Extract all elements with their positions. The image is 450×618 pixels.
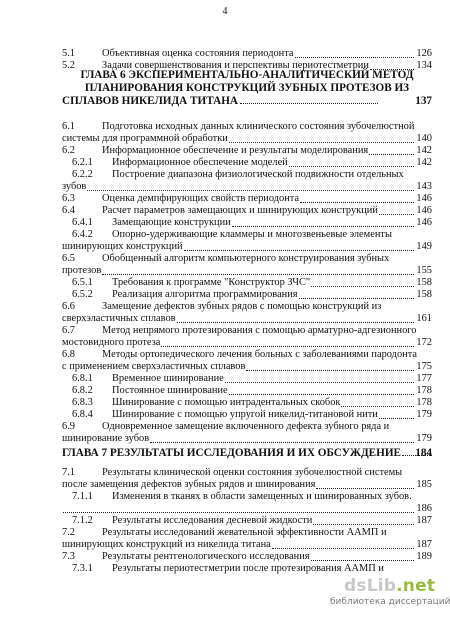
toc-entry-page: 158 [416,289,432,300]
toc-entry-title: Информационное обеспечение и результаты моделирования [102,145,369,156]
dot-leader [300,191,414,203]
toc-entry-title: Реализация алгоритма программирования [112,289,298,300]
toc-entry-number: 6.2 [62,145,75,156]
toc-entry-title-cont: шинирующих конструкций из никелида титана [62,539,271,550]
dot-leader [184,239,415,251]
toc-entry-number: 6.2.2 [72,169,93,180]
dot-leader [225,371,415,383]
toc-entry-title: Временное шинирование [112,373,224,384]
toc-entry-title: Расчет параметров замещающих и шинирующих конструкций [102,205,378,216]
toc-entry-title: Одновременное замещение включенного дефекта зубного ряда и [102,421,390,432]
toc-entry-title: Постоянное шинирование [112,385,228,396]
toc-entry-title-cont: шинирующих конструкций [62,241,183,252]
toc-entry-page: 140 [416,133,432,144]
toc-entry-page: 187 [416,515,432,526]
toc-entry-page: 146 [416,217,432,228]
dot-leader [316,477,414,489]
dot-leader [369,143,414,155]
toc-entry-page: 134 [416,60,432,71]
toc-entry-title: Шинирование с помощью интрадентальных скобок [112,397,341,408]
toc-entry-number: 6.8.2 [72,385,93,396]
dot-leader [289,155,415,167]
chapter-6-line-3: СПЛАВОВ НИКЕЛИДА ТИТАНА [62,95,238,107]
toc-entry-number: 6.8.4 [72,409,93,420]
toc-entry-page: 142 [416,157,432,168]
toc-entry-number: 6.7 [62,325,75,336]
toc-entry-page: 146 [416,193,432,204]
toc-entry-page: 185 [416,479,432,490]
toc-entry-title-cont: зубов [62,181,87,192]
toc-entry-title: Результаты периотестметрии после протезирования ААМП и [112,563,384,574]
toc-entry-title: Подготовка исходных данных клинического состояния зубочелюстной [102,121,415,132]
page-number: 4 [222,6,228,17]
toc-entry-page: 177 [416,373,432,384]
toc-entry-number: 6.8.3 [72,397,93,408]
dot-leader [295,46,415,58]
toc-entry-page: 175 [416,361,432,372]
toc-entry-title: Методы ортопедического лечения больных с заболеваниями пародонта [102,349,417,360]
chapter-7-heading [62,447,432,460]
dot-leader [63,501,414,513]
toc-entry-number: 6.3 [62,193,75,204]
toc-entry-title-cont: мостовидного протеза [62,337,161,348]
toc-entry-number: 6.4.2 [72,229,93,240]
toc-entry-number: 6.5.1 [72,277,93,288]
toc-entry-title: Замещение дефектов зубных рядов с помощью конструкций из [102,301,382,312]
toc-entry-title: Задачи совершенствования и перспективы периотестметрии [102,60,369,71]
toc-entry-page: 172 [416,337,432,348]
toc-entry-title-cont: шинирование зубов [62,433,150,444]
toc-entry-number: 6.9 [62,421,75,432]
dot-leader [246,359,414,371]
toc-entry-title: Построение диапазона физиологической подвижности отдельных [112,169,404,180]
dot-leader [102,263,414,275]
dot-leader [341,395,414,407]
toc-entry-title-cont: системы для программной обработки [62,133,228,144]
toc-entry-page: 178 [416,397,432,408]
watermark-subtitle: библиотека диссертаций [330,597,450,607]
toc-entry-title: Метод непрямого протезирования с помощью арматурно-адгезионного [102,325,417,336]
dot-leader [150,431,414,443]
chapter-6-line-2: ПЛАНИРОВАНИЯ КОНСТРУКЦИЙ ЗУБНЫХ ПРОТЕЗОВ ИЗ [84,82,410,94]
toc-entry-title: Изменения в тканях в области замещенных и шинированных зубов. [112,491,412,502]
toc-entry-title-cont: с применением сверхэластичных сплавов [62,361,246,372]
dot-leader [299,287,415,299]
toc-entry-title: Объективная оценка состояния периодонта [102,48,294,59]
toc-entry-number: 6.1 [62,121,75,132]
toc-entry-page: 126 [416,48,432,59]
toc-entry-number: 5.2 [62,60,75,71]
toc-entry-page: 142 [416,145,432,156]
toc-entry-number: 6.5.2 [72,289,93,300]
toc-entry-page: 186 [416,503,432,514]
chapter-7-title: ГЛАВА 7 РЕЗУЛЬТАТЫ ИССЛЕДОВАНИЯ И ИХ ОБСУЖДЕНИЕ [62,447,402,459]
toc-entry-title: Результаты клинической оценки состояния зубочелюстной системы [102,467,403,478]
toc-entry-number: 6.8.1 [72,373,93,384]
toc-entry-title: Результаты исследований жевательной эффективности ААМП и [102,527,387,538]
toc-entry-title: Опорно-удерживающие кламмеры и многозвеньевые элементы [112,229,392,240]
toc-entry-number: 5.1 [62,48,75,59]
chapter-6-page: 137 [415,95,432,107]
toc-entry-page: 187 [416,539,432,550]
dot-leader [313,513,414,525]
toc-entry-number: 6.5 [62,253,75,264]
toc-entry-number: 7.2 [62,527,75,538]
watermark-logo: dsLib.net библиотека диссертаций [330,576,450,607]
toc-entry-page: 158 [416,277,432,288]
toc-entry-number: 6.6 [62,301,75,312]
toc-entry-page: 179 [416,433,432,444]
dot-leader [229,131,415,143]
toc-entry-page: 179 [416,409,432,420]
chapter-7-page: 184 [415,447,432,459]
toc-entry-title-cont: протезов [62,265,102,276]
toc-entry-page: 178 [416,385,432,396]
toc-entry-number: 6.2.1 [72,157,93,168]
toc-entry-number: 7.3.1 [72,563,93,574]
toc-entry-title-cont: сверхэластичных сплавов [62,313,176,324]
dot-leader [229,383,415,395]
toc-entry-number: 7.3 [62,551,75,562]
toc-entry-title: Обобщенный алгоритм компьютерного конструирования зубных [102,253,390,264]
chapter-6-line-1: ГЛАВА 6 ЭКСПЕРИМЕНТАЛЬНО-АНАЛИТИЧЕСКИЙ МЕТОД [80,69,414,81]
toc-entry-title: Результаты рентгенологического исследования [102,551,310,562]
toc-entry-title: Оценка демпфирующих свойств периодонта [102,193,300,204]
toc-entry-title-cont: после замещения дефектов зубных рядов и шинирования [62,479,316,490]
dot-leader [272,537,415,549]
toc-entry-page: 155 [416,265,432,276]
dot-leader [379,203,415,215]
toc-entry-page: 146 [416,205,432,216]
toc-entry-title: Замещающие конструкции [112,217,231,228]
dot-leader [370,58,414,70]
dot-leader [161,335,414,347]
toc-entry-number: 6.8 [62,349,75,360]
toc-entry-number: 7.1 [62,467,75,478]
toc-entry-page: 189 [416,551,432,562]
dot-leader [232,215,415,227]
toc-entry-number: 6.4 [62,205,75,216]
toc-entry-title: Информационное обеспечение моделей [112,157,288,168]
dot-leader [177,311,415,323]
toc-entry-page: 161 [416,313,432,324]
toc-entry-title: Результаты исследования десневой жидкости [112,515,313,526]
toc-entry-number: 7.1.1 [72,491,93,502]
dot-leader [311,275,414,287]
toc-entry-title: Шинирование с помощью упругой никелид-титановой нити [112,409,378,420]
toc-entry-page: 149 [416,241,432,252]
toc-entry-number: 6.4.1 [72,217,93,228]
dot-leader [87,179,414,191]
chapter-6-heading [62,69,432,108]
dot-leader [379,407,415,419]
toc-entry-page: 143 [416,181,432,192]
dot-leader [311,549,415,561]
toc-entry-title: Требования к программе "Конструктор ЗЧС" [112,277,311,288]
toc-entry-number: 7.1.2 [72,515,93,526]
